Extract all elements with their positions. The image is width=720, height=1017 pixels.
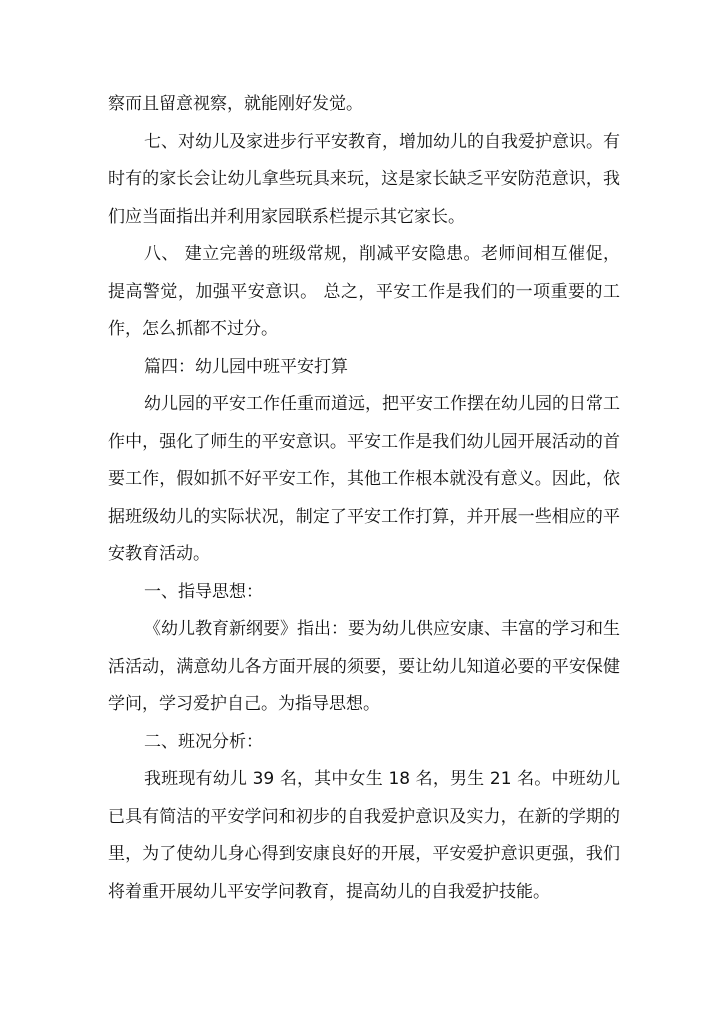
paragraph-continuation: 察而且留意视察，就能刚好发觉。	[108, 94, 363, 114]
document-body	[108, 86, 620, 911]
paragraph-item-eight: 八、 建立完善的班级常规，削减平安隐患。老师间相互催促，提高警觉，加强平安意识。 总之，平安工作是我们的一项重要的工作，怎么抓都不过分。	[108, 244, 620, 339]
paragraph-item-seven: 七、对幼儿及家进步行平安教育，增加幼儿的自我爱护意识。有时有的家长会让幼儿拿些玩具来玩，这是家长缺乏平安防范意识，我们应当面指出并利用家园联系栏提示其它家长。	[108, 131, 620, 227]
paragraph-introduction: 幼儿园的平安工作任重而道远，把平安工作摆在幼儿园的日常工作中，强化了师生的平安意识。平安工作是我们幼儿园开展活动的首要工作，假如抓不好平安工作，其他工作根本就没有意义。因此，依据班级幼儿的实际状况，制定了平安工作打算，并开展一些相应的平安教育活动。	[108, 394, 620, 564]
subheading-class-analysis: 二、班况分析：	[144, 731, 263, 752]
subheading-guiding-ideology: 一、指导思想：	[144, 581, 263, 602]
paragraph-guiding-ideology: 《幼儿教育新纲要》指出：要为幼儿供应安康、丰富的学习和生活活动，满意幼儿各方面开展的须要，要让幼儿知道必要的平安保健学问，学习爱护自己。为指导思想。	[108, 619, 620, 714]
section-heading-part-four: 篇四：幼儿园中班平安打算	[144, 356, 348, 377]
paragraph-class-analysis: 我班现有幼儿 39 名，其中女生 18 名，男生 21 名。中班幼儿已具有简洁的平安学问和初步的自我爱护意识及实力，在新的学期的里，为了使幼儿身心得到安康良好的开展，平安爱护意识更强，我们将着重开展幼儿平安学问教育，提高幼儿的自我爱护技能。	[108, 769, 620, 902]
